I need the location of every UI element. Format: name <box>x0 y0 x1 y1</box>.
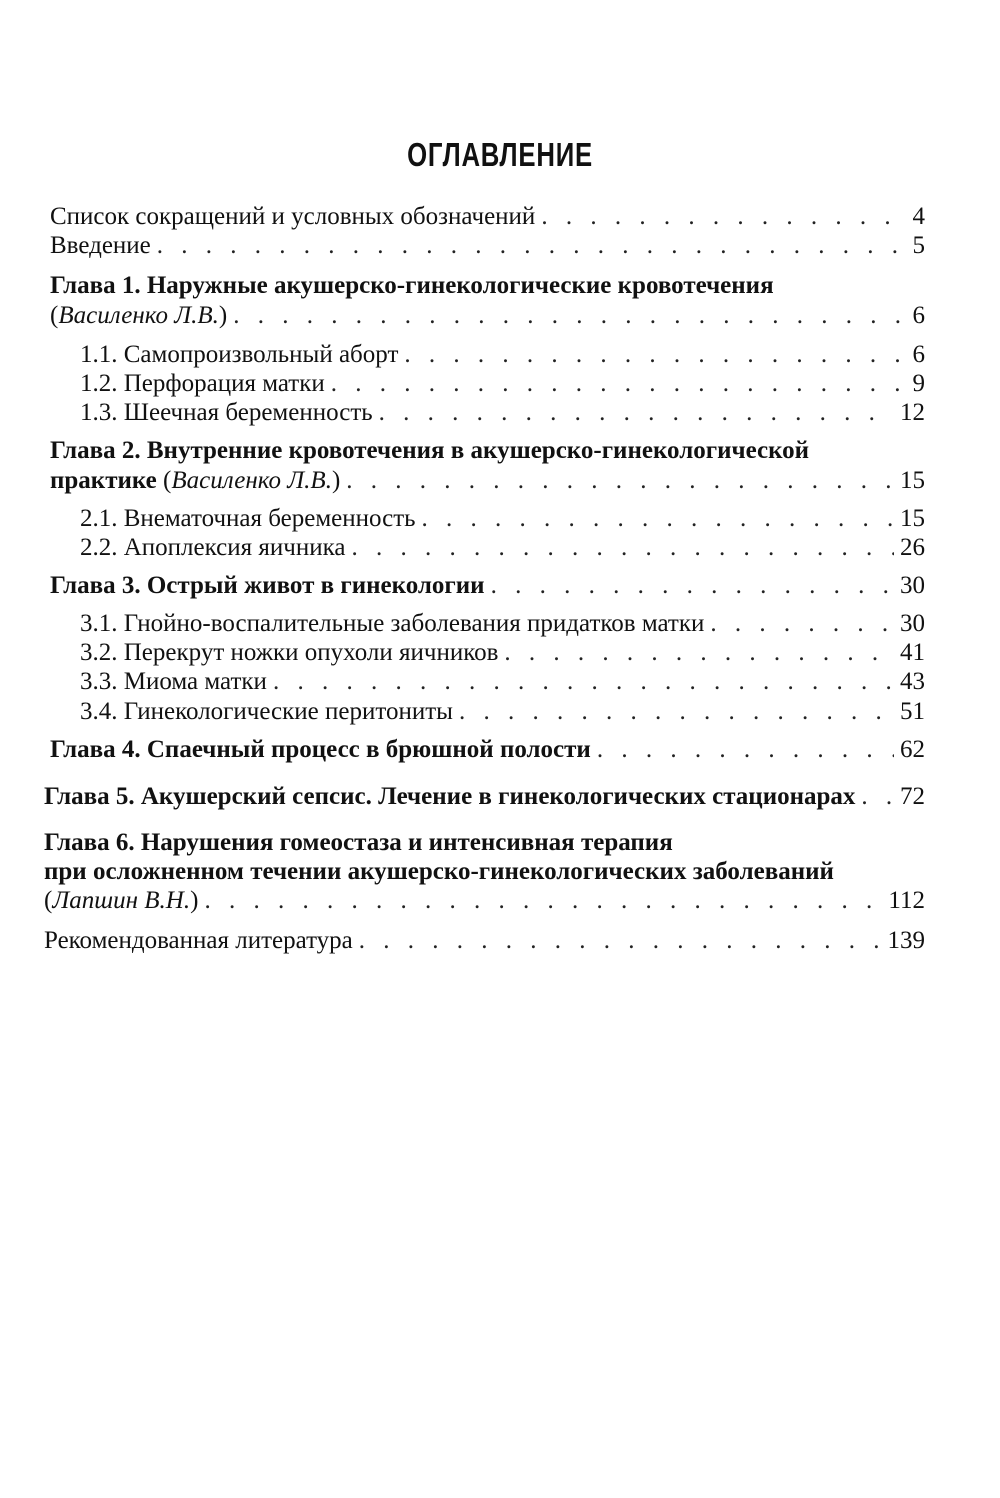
toc-entry-label: 1.2. Перфорация матки <box>80 370 325 397</box>
toc-entry-label: Глава 5. Акушерский сепсис. Лечение в гинекологических стационарах <box>44 783 856 810</box>
toc-page-number: 6 <box>912 341 925 368</box>
leader-dots <box>379 398 894 428</box>
toc-entry-label: 2.2. Апоплексия яичника <box>80 534 346 561</box>
leader-dots <box>204 886 882 916</box>
toc-page-number: 15 <box>900 467 925 494</box>
toc-author: (Лапшин В.Н.) <box>44 887 199 914</box>
leader-dots <box>404 340 906 370</box>
toc-entry-label: Введение <box>50 232 151 259</box>
leader-dots <box>861 782 894 812</box>
toc-chapter-5[interactable] <box>44 782 925 812</box>
toc-page-number: 43 <box>900 668 925 695</box>
toc-entry-label: Глава 4. Спаечный процесс в брюшной полости <box>50 736 591 763</box>
leader-dots <box>273 667 894 697</box>
toc-subsection-3-1[interactable] <box>80 609 925 639</box>
leader-dots <box>541 202 906 232</box>
leader-dots <box>710 609 894 639</box>
toc-entry-label: Рекомендованная литература <box>44 927 353 954</box>
toc-chapter-1-author-line[interactable] <box>50 301 925 331</box>
toc-entry-label: 3.4. Гинекологические перитониты <box>80 698 453 725</box>
toc-entry-label: 3.3. Миома матки <box>80 668 267 695</box>
leader-dots <box>331 369 907 399</box>
page-title: ОГЛАВЛЕНИЕ <box>407 136 593 173</box>
leader-dots <box>346 466 894 496</box>
toc-chapter-2-author-line[interactable] <box>50 466 925 496</box>
toc-page-number: 30 <box>900 610 925 637</box>
toc-chapter-6-heading-cont[interactable]: при осложненном течении акушерско-гинекологических заболеваний <box>44 858 834 885</box>
toc-author: (Василенко Л.В.) <box>50 302 228 329</box>
toc-page-number: 5 <box>912 232 925 259</box>
leader-dots <box>351 533 894 563</box>
toc-page-number: 72 <box>900 783 925 810</box>
toc-page-number: 112 <box>888 887 925 914</box>
toc-entry-abbreviations[interactable] <box>50 202 925 232</box>
toc-author: практике (Василенко Л.В.) <box>50 467 341 494</box>
toc-page-number: 9 <box>912 370 925 397</box>
toc-entry-introduction[interactable] <box>50 231 925 261</box>
toc-chapter-1-heading[interactable]: Глава 1. Наружные акушерско-гинекологические кровотечения <box>50 272 774 299</box>
leader-dots <box>422 504 894 534</box>
toc-page-number: 12 <box>900 399 925 426</box>
toc-entry-label: Глава 3. Острый живот в гинекологии <box>50 572 485 599</box>
leader-dots <box>504 638 894 668</box>
toc-subsection-3-2[interactable] <box>80 638 925 668</box>
toc-subsection-2-1[interactable] <box>80 504 925 534</box>
toc-chapter-6-author-line[interactable] <box>44 886 925 916</box>
toc-subsection-1-1[interactable] <box>80 340 925 370</box>
leader-dots <box>459 697 894 727</box>
toc-subsection-3-3[interactable] <box>80 667 925 697</box>
leader-dots <box>359 926 882 956</box>
toc-page-number: 30 <box>900 572 925 599</box>
toc-entry-references[interactable] <box>44 926 925 956</box>
toc-page-number: 62 <box>900 736 925 763</box>
leader-dots <box>597 735 894 765</box>
toc-page-number: 4 <box>912 203 925 230</box>
toc-page-number: 15 <box>900 505 925 532</box>
toc-subsection-1-3[interactable] <box>80 398 925 428</box>
toc-subsection-3-4[interactable] <box>80 697 925 727</box>
toc-subsection-2-2[interactable] <box>80 533 925 563</box>
toc-page-number: 6 <box>912 302 925 329</box>
toc-chapter-6-heading[interactable]: Глава 6. Нарушения гомеостаза и интенсивная терапия <box>44 829 673 856</box>
toc-entry-label: 2.1. Внематочная беременность <box>80 505 416 532</box>
toc-entry-label: 1.1. Самопроизвольный аборт <box>80 341 399 368</box>
leader-dots <box>233 301 906 331</box>
toc-entry-label: 3.1. Гнойно-воспалительные заболевания придатков матки <box>80 610 705 637</box>
toc-chapter-3[interactable] <box>50 571 925 601</box>
toc-entry-label: 3.2. Перекрут ножки опухоли яичников <box>80 639 499 666</box>
leader-dots <box>157 231 907 261</box>
toc-entry-label: Список сокращений и условных обозначений <box>50 203 536 230</box>
toc-entry-label: 1.3. Шеечная беременность <box>80 399 373 426</box>
toc-chapter-2-heading[interactable]: Глава 2. Внутренние кровотечения в акушерско-гинекологической <box>50 437 810 464</box>
toc-page-number: 41 <box>900 639 925 666</box>
toc-page-number: 139 <box>887 927 925 954</box>
leader-dots <box>491 571 894 601</box>
toc-subsection-1-2[interactable] <box>80 369 925 399</box>
toc-chapter-4[interactable] <box>50 735 925 765</box>
toc-page-number: 26 <box>900 534 925 561</box>
toc-page-number: 51 <box>900 698 925 725</box>
